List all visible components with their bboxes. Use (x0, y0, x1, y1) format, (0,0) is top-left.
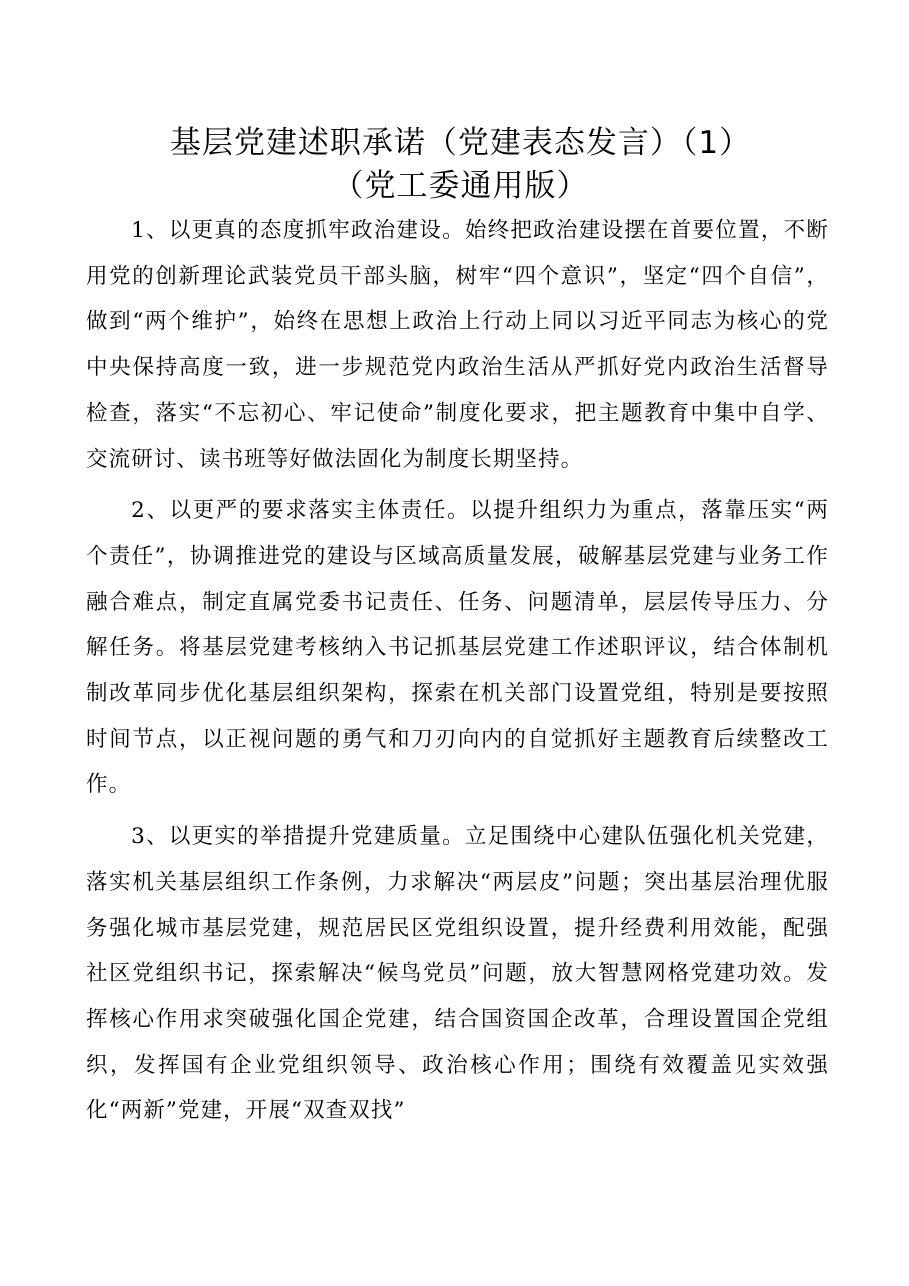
paragraph-3: 3、以更实的举措提升党建质量。立足围绕中心建队伍强化机关党建，落实机关基层组织工作条例，力求解决“两层皮”问题；突出基层治理优服务强化城市基层党建，规范居民区党组织设置，提升经费利用效能，配强社区党组织书记，探索解决“候鸟党员”问题，放大智慧网格党建功效。发挥核心作用求突破强化国企党建，结合国资国企改革，合理设置国企党组织，发挥国有企业党组织领导、政治核心作用；围绕有效覆盖见实效强化“两新”党建，开展“双查双找” (86, 824, 829, 1124)
title-line-2: （党工委通用版） (332, 168, 589, 204)
title-line-1: 基层党建述职承诺（党建表态发言）（1） (169, 125, 752, 161)
document-title (86, 122, 829, 208)
document-body (86, 208, 829, 1134)
paragraph-2: 2、以更严的要求落实主体责任。以提升组织力为重点，落靠压实“两个责任”，协调推进党的建设与区域高质量发展，破解基层党建与业务工作融合难点，制定直属党委书记责任、任务、问题清单，层层传导压力、分解任务。将基层党建考核纳入书记抓基层党建工作述职评议，结合体制机制改革同步优化基层组织架构，探索在机关部门设置党组，特别是要按照时间节点，以正视问题的勇气和刀刃向内的自觉抓好主题教育后续整改工作。 (86, 498, 829, 798)
paragraph-1: 1、以更真的态度抓牢政治建设。始终把政治建设摆在首要位置，不断用党的创新理论武装党员干部头脑，树牢“四个意识”，坚定“四个自信”，做到“两个维护”，始终在思想上政治上行动上同以习近平同志为核心的党中央保持高度一致，进一步规范党内政治生活从严抓好党内政治生活督导检查，落实“不忘初心、牢记使命”制度化要求，把主题教育中集中自学、交流研讨、读书班等好做法固化为制度长期坚持。 (86, 218, 829, 472)
